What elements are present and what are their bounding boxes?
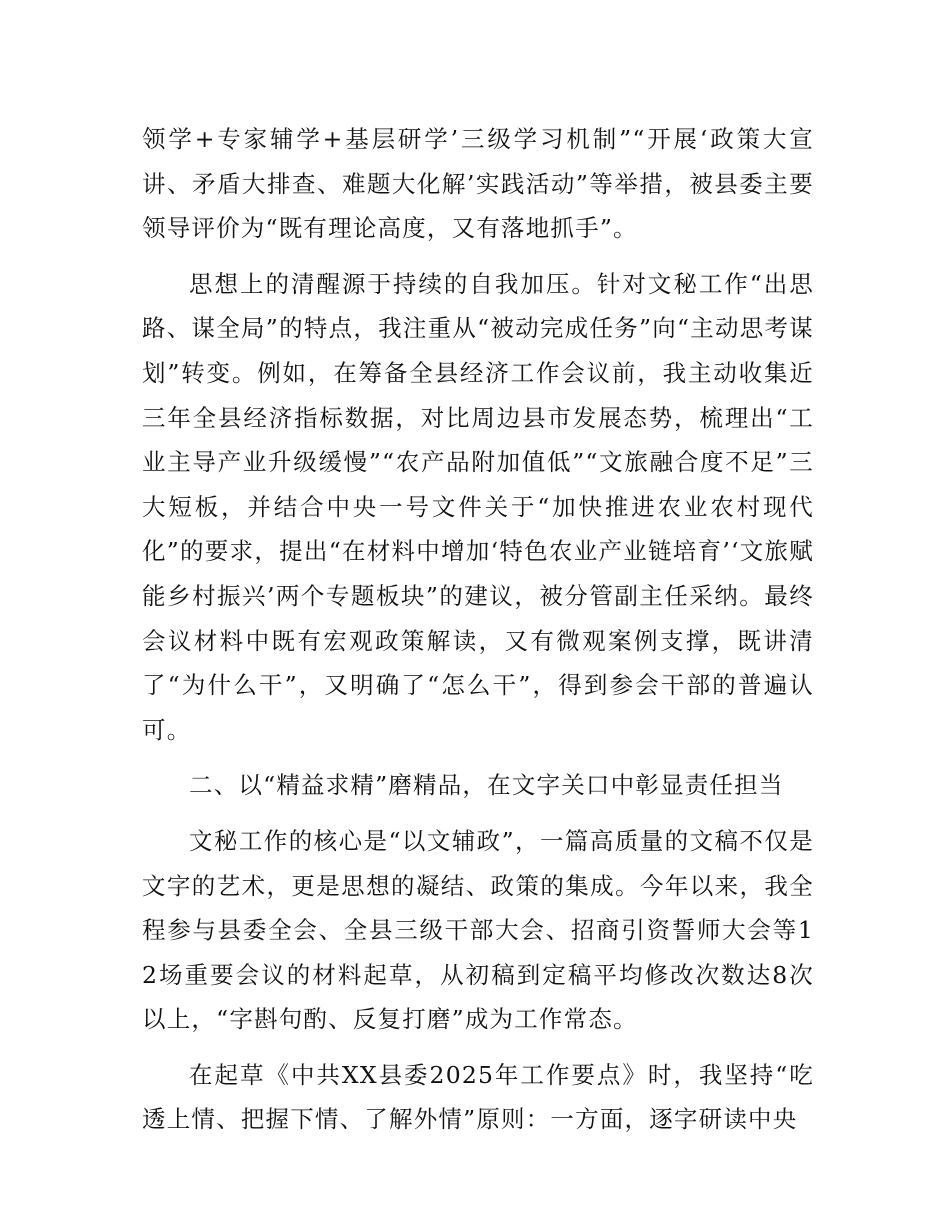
paragraph-self-pressure: 思想上的清醒源于持续的自我加压。针对文秘工作“出思路、谋全局”的特点，我注重从“被动完成任务”向“主动思考谋划”转变。例如，在筹备全县经济工作会议前，我主动收集近三年全县经济指标数据，对比周边县市发展态势，梳理出“工业主导产业升级缓慢”“农产品附加值低”“文旅融合度不足”三大短板，并结合中央一号文件关于“加快推进农业农村现代化”的要求，提出“在材料中增加‘特色农业产业链培育’‘文旅赋能乡村振兴’两个专题板块”的建议，被分管副主任采纳。最终会议材料中既有宏观政策解读，又有微观案例支撑，既讲清了“为什么干”，又明确了“怎么干”，得到参会干部的普遍认可。 (142, 269, 814, 744)
section-heading-two: 二、以“精益求精”磨精品，在文字关口中彰显责任担当 (189, 771, 784, 800)
document-body (142, 117, 814, 1142)
paragraph-continued-study-mechanism: 领学+专家辅学+基层研学’三级学习机制”“开展‘政策大宣讲、矛盾大排查、难题大化解’实践活动”等举措，被县委主要领导评价为“既有理论高度，又有落地抓手”。 (142, 125, 814, 243)
paragraph-work-plan-drafting: 在起草《中共XX县委2025年工作要点》时，我坚持“吃透上情、把握下情、了解外情”原则：一方面，逐字研读中央 (142, 1060, 814, 1134)
paragraph-writing-core: 文秘工作的核心是“以文辅政”，一篇高质量的文稿不仅是文字的艺术，更是思想的凝结、政策的集成。今年以来，我全程参与县委全会、全县三级干部大会、招商引资誓师大会等12场重要会议的材料起草，从初稿到定稿平均修改次数达8次以上，“字斟句酌、反复打磨”成为工作常态。 (142, 826, 814, 1034)
